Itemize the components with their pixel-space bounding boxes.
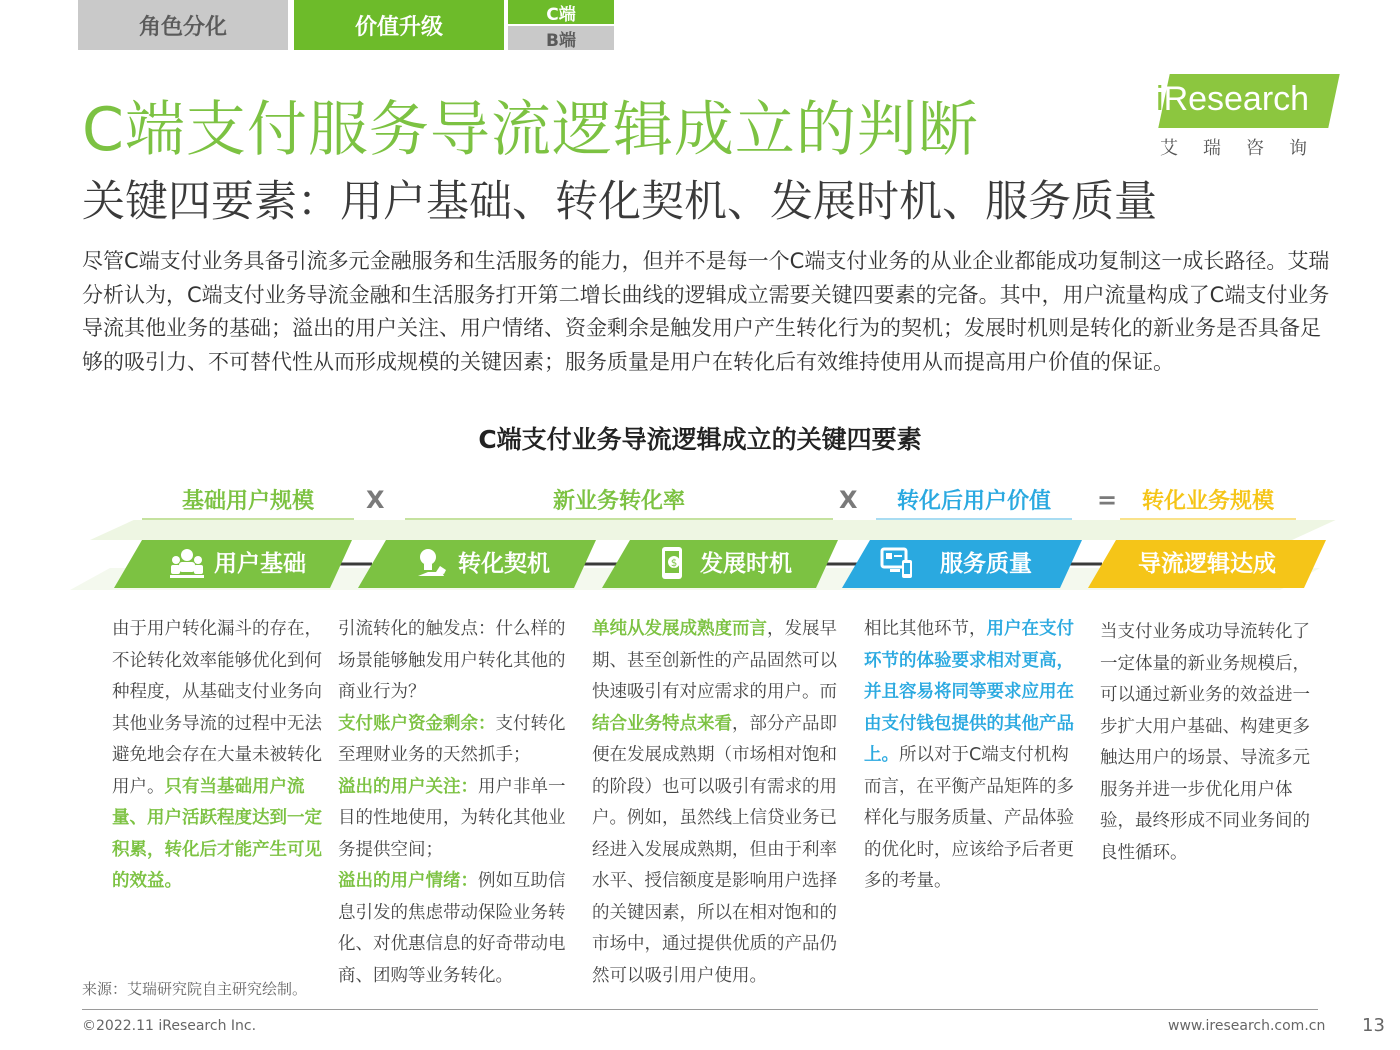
formula-post-value: 转化后用户价值 [896, 489, 1051, 514]
col3-text2: ，部分产品即便在发展成熟期（市场相对饱和的阶段）也可以吸引有需求的用户。例如，虽然线上信贷业务已经进入发展成熟期，但由于利率水平、授信额度是影响用户选择的关键因素，所以在相对饱和的市场中，通过提供优质的产品仍然可以吸引用户使用。 [592, 713, 837, 986]
tab-value-upgrade[interactable]: 价值升级 [294, 0, 504, 50]
diagram-title: C端支付业务导流逻辑成立的关键四要素 [478, 425, 922, 454]
page-subtitle: 关键四要素：用户基础、转化契机、发展时机、服务质量 [82, 177, 1157, 227]
col1-text: 由于用户转化漏斗的存在，不论转化效率能够优化到何种程度，从基础支付业务向其他业务导流的过程中无法避免地会存在大量未被转化用户。 [112, 619, 322, 797]
col4-highlight: 用户在支付环节的体验要求相对更高，并且容易将同等要求应用在由支付钱包提供的其他产品上。 [864, 619, 1074, 765]
tab-role-differentiation[interactable]: 角色分化 [78, 0, 288, 50]
formula-equals: = [1097, 486, 1118, 514]
col2-item3-key: 溢出的用户情绪： [338, 871, 478, 891]
lightbulb-hand-icon [414, 546, 448, 580]
col2-item2-key: 溢出的用户关注： [338, 776, 478, 797]
step-label-user-base: 用户基础 [214, 551, 306, 577]
page-number: 13 [1362, 1015, 1385, 1036]
band-highlight [90, 520, 1340, 540]
tab-c-end[interactable]: C端 [508, 0, 614, 24]
col4-text2: 所以对于C端支付机构而言，在平衡产品矩阵的多样化与服务质量、产品体验的优化时，应该给予后者更多的考量。 [864, 745, 1074, 891]
footer-divider [82, 1009, 1318, 1010]
col3-text1: ，发展早期、甚至创新性的产品固然可以快速吸引有对应需求的用户。而 [592, 619, 837, 702]
column-user-base [112, 614, 324, 898]
phone-money-icon [656, 546, 690, 580]
col2-item1-key: 支付账户资金剩余： [338, 713, 496, 734]
page-title: C端支付服务导流逻辑成立的判断 [82, 95, 979, 165]
step-label-development-timing: 发展时机 [700, 551, 792, 577]
col3-highlight1: 单纯从发展成熟度而言 [592, 619, 767, 639]
formula-times-1: X [366, 486, 385, 514]
website-link[interactable]: www.iresearch.com.cn [1168, 1018, 1326, 1034]
formula-new-rate: 新业务转化率 [552, 489, 685, 514]
copyright: ©2022.11 iResearch Inc. [82, 1018, 257, 1034]
users-icon [170, 546, 204, 580]
column-logic-achieved [1100, 617, 1312, 869]
svg-text:$: $ [670, 558, 678, 569]
devices-icon [880, 546, 914, 580]
step-label-conversion-opportunity: 转化契机 [458, 551, 550, 577]
logo-chinese-name: 艾瑞咨询 [1160, 138, 1332, 159]
step-label-service-quality: 服务质量 [940, 551, 1032, 577]
logo-wordmark [1156, 80, 1309, 119]
col2-item2-text: 用户非单一目的性地使用，为转化其他业务提供空间； [338, 776, 566, 860]
formula-scale: 转化业务规模 [1141, 489, 1274, 514]
col2-intro: 引流转化的触发点：什么样的场景能够触发用户转化其他的商业行为？ [338, 619, 566, 702]
formula-times-2: X [839, 486, 858, 514]
col5-text: 当支付业务成功导流转化了一定体量的新业务规模后，可以通过新业务的效益进一步扩大用户基础、构建更多触达用户的场景、导流多元服务并进一步优化用户体验，最终形成不同业务间的良性循环。 [1100, 622, 1310, 863]
column-conversion-opportunity [338, 614, 568, 992]
intro-paragraph: 尽管C端支付业务具备引流多元金融服务和生活服务的能力，但并不是每一个C端支付业务的从业企业都能成功复制这一成长路径。艾瑞分析认为，C端支付业务导流金融和生活服务打开第二增长曲线的逻辑成立需要关键四要素的完备。其中，用户流量构成了C端支付业务导流其他业务的基础；溢出的用户关注、用户情绪、资金剩余是触发用户产生转化行为的契机；发展时机则是转化的新业务是否具备足够的吸引力、不可替代性从而形成规模的关键因素；服务质量是用户在转化后有效维持使用从而提高用户价值的保证。 [82, 249, 1330, 374]
logo-i: i [1156, 80, 1164, 118]
col2-item1-text: 支付转化至理财业务的天然抓手； [338, 713, 566, 765]
logo-research: Research [1163, 80, 1310, 118]
column-development-timing [592, 614, 840, 992]
formula-base-users: 基础用户规模 [181, 489, 314, 514]
col1-highlight: 只有当基础用户流量、用户活跃程度达到一定积累，转化后才能产生可见的效益。 [112, 776, 322, 891]
iresearch-logo [1148, 70, 1334, 160]
col3-highlight2: 结合业务特点来看 [592, 713, 732, 734]
source-note: 来源：艾瑞研究院自主研究绘制。 [82, 980, 308, 998]
step-label-logic-achieved: 导流逻辑达成 [1138, 551, 1276, 577]
tab-b-end[interactable]: B端 [508, 26, 614, 50]
col4-text1: 相比其他环节， [864, 619, 987, 639]
col2-item3-text: 例如互助信息引发的焦虑带动保险业务转化、对优惠信息的好奇带动电商、团购等业务转化。 [338, 871, 566, 986]
column-service-quality [864, 614, 1076, 898]
